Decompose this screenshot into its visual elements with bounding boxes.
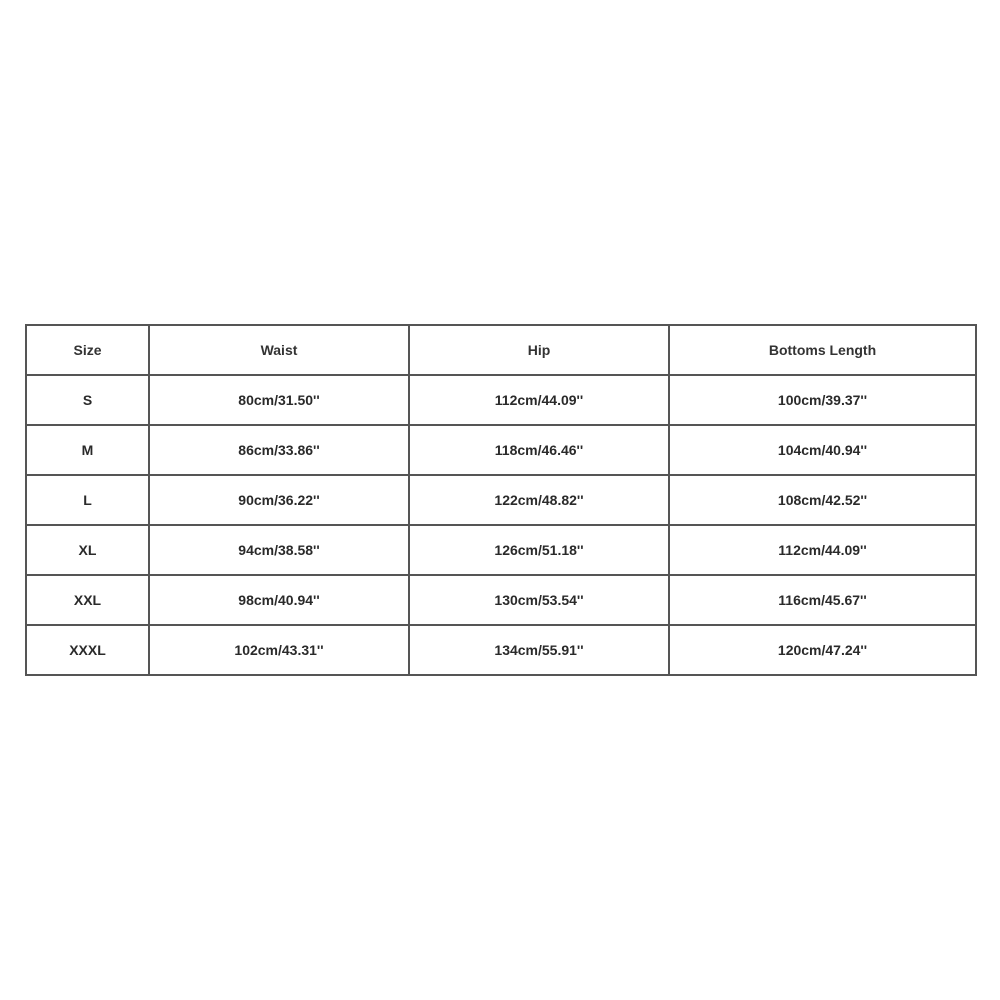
cell-size: S <box>26 375 149 425</box>
cell-bottoms-length: 100cm/39.37'' <box>669 375 976 425</box>
header-bottoms-length: Bottoms Length <box>669 325 976 375</box>
cell-waist: 98cm/40.94'' <box>149 575 409 625</box>
cell-size: XL <box>26 525 149 575</box>
table-row <box>26 525 976 575</box>
table-row <box>26 375 976 425</box>
cell-waist: 86cm/33.86'' <box>149 425 409 475</box>
cell-waist: 80cm/31.50'' <box>149 375 409 425</box>
cell-hip: 122cm/48.82'' <box>409 475 669 525</box>
cell-size: XXXL <box>26 625 149 675</box>
cell-bottoms-length: 120cm/47.24'' <box>669 625 976 675</box>
cell-waist: 102cm/43.31'' <box>149 625 409 675</box>
cell-hip: 134cm/55.91'' <box>409 625 669 675</box>
header-waist: Waist <box>149 325 409 375</box>
cell-waist: 90cm/36.22'' <box>149 475 409 525</box>
cell-bottoms-length: 116cm/45.67'' <box>669 575 976 625</box>
table-header-row <box>26 325 976 375</box>
table-row <box>26 425 976 475</box>
table-row <box>26 575 976 625</box>
cell-hip: 118cm/46.46'' <box>409 425 669 475</box>
cell-size: XXL <box>26 575 149 625</box>
table-row <box>26 475 976 525</box>
cell-waist: 94cm/38.58'' <box>149 525 409 575</box>
header-hip: Hip <box>409 325 669 375</box>
cell-bottoms-length: 112cm/44.09'' <box>669 525 976 575</box>
cell-size: L <box>26 475 149 525</box>
size-chart-table <box>25 324 977 676</box>
cell-size: M <box>26 425 149 475</box>
cell-bottoms-length: 104cm/40.94'' <box>669 425 976 475</box>
cell-hip: 126cm/51.18'' <box>409 525 669 575</box>
cell-bottoms-length: 108cm/42.52'' <box>669 475 976 525</box>
cell-hip: 130cm/53.54'' <box>409 575 669 625</box>
table-row <box>26 625 976 675</box>
header-size: Size <box>26 325 149 375</box>
cell-hip: 112cm/44.09'' <box>409 375 669 425</box>
